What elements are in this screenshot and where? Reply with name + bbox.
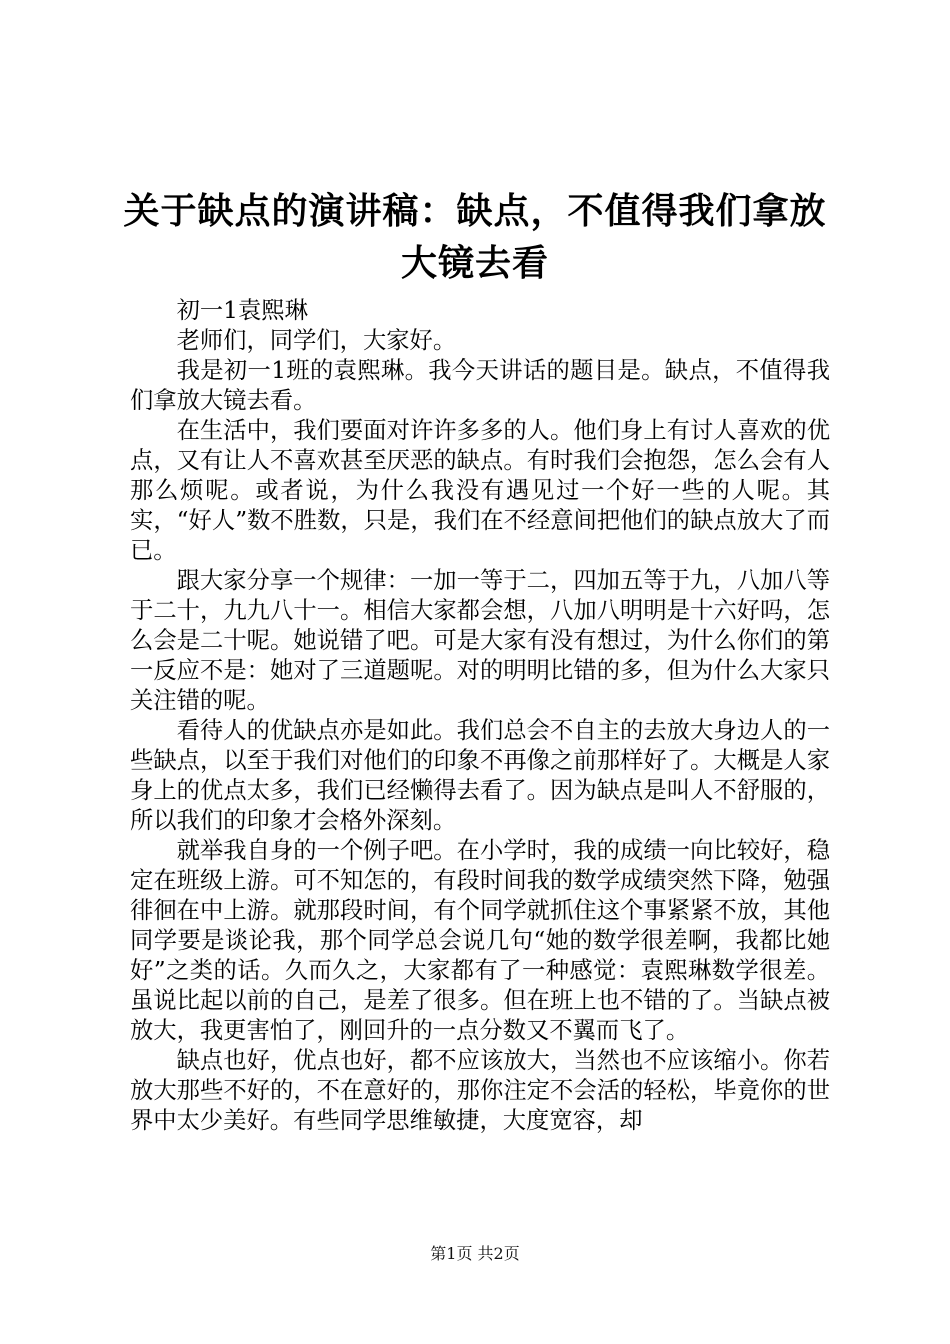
paragraph: 跟大家分享一个规律：一加一等于二，四加五等于九，八加八等于二十，九九八十一。相信大家都会想，八加八明明是十六好吗，怎么会是二十呢。她说错了吧。可是大家有没有想过，为什么你们的第一反应不是：她对了三道题呢。对的明明比错的多，但为什么大家只关注错的呢。 — [130, 567, 830, 714]
document-title: 关于缺点的演讲稿：缺点，不值得我们拿放大镜去看 — [123, 191, 827, 284]
paragraph: 缺点也好，优点也好，都不应该放大，当然也不应该缩小。你若放大那些不好的，不在意好的，那你注定不会活的轻松，毕竟你的世界中太少美好。有些同学思维敏捷，大度宽容，却 — [130, 1047, 830, 1134]
paragraph: 就举我自身的一个例子吧。在小学时，我的成绩一向比较好，稳定在班级上游。可不知怎的，有段时间我的数学成绩突然下降，勉强徘徊在中上游。就那段时间，有个同学就抓住这个事紧紧不放，其他同学要是谈论我，那个同学总会说几句“她的数学很差啊，我都比她好”之类的话。久而久之，大家都有了一种感觉：袁熙琳数学很差。虽说比起以前的自己，是差了很多。但在班上也不错的了。当缺点被放大，我更害怕了，刚回升的一点分数又不翼而飞了。 — [130, 837, 830, 1044]
paragraph: 看待人的优缺点亦是如此。我们总会不自主的去放大身边人的一些缺点，以至于我们对他们的印象不再像之前那样好了。大概是人家身上的优点太多，我们已经懒得去看了。因为缺点是叫人不舒服的，所以我们的印象才会格外深刻。 — [130, 717, 830, 834]
author-line: 初一1袁熙琳 — [176, 297, 308, 324]
document-body — [130, 296, 830, 1136]
paragraph: 我是初一1班的袁熙琳。我今天讲话的题目是。缺点，不值得我们拿放大镜去看。 — [130, 357, 830, 414]
page-footer: 第1页 共2页 — [430, 1244, 520, 1263]
paragraph: 在生活中，我们要面对许许多多的人。他们身上有讨人喜欢的优点，又有让人不喜欢甚至厌恶的缺点。有时我们会抱怨，怎么会有人那么烦呢。或者说，为什么我没有遇见过一个好一些的人呢。其实，“好人”数不胜数，只是，我们在不经意间把他们的缺点放大了而已。 — [130, 417, 830, 564]
paragraph: 老师们，同学们，大家好。 — [176, 327, 457, 354]
